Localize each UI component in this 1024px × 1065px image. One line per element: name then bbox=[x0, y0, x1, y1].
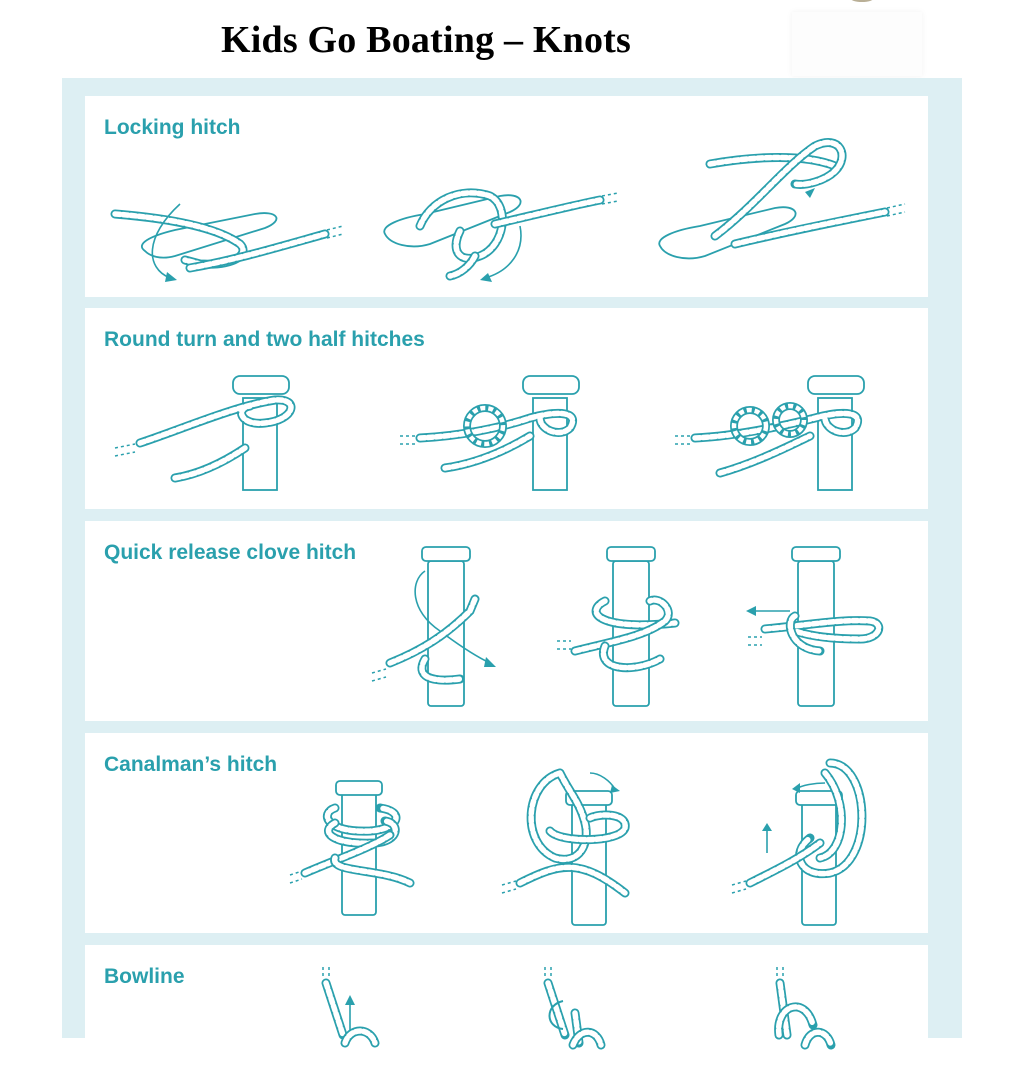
locking-hitch-step-2-illustration bbox=[380, 156, 620, 276]
knot-card-canalmans-hitch bbox=[85, 733, 928, 933]
knot-card-quick-release-clove-hitch bbox=[85, 521, 928, 721]
knot-title: Bowline bbox=[104, 965, 185, 988]
knot-card-locking-hitch bbox=[85, 96, 928, 297]
canalmans-hitch-step-1-illustration bbox=[290, 773, 430, 923]
round-turn-step-1-illustration bbox=[115, 368, 335, 488]
clove-hitch-step-2-illustration bbox=[555, 541, 695, 711]
canalmans-hitch-step-3-illustration bbox=[730, 743, 880, 928]
page-title: Kids Go Boating – Knots bbox=[220, 19, 632, 61]
faded-corner-mark bbox=[850, 0, 874, 2]
bowline-step-1-illustration bbox=[315, 965, 415, 1065]
clove-hitch-step-1-illustration bbox=[370, 541, 510, 711]
knot-card-round-turn bbox=[85, 308, 928, 509]
locking-hitch-step-1-illustration bbox=[105, 156, 345, 276]
bowline-step-2-illustration bbox=[535, 965, 635, 1065]
locking-hitch-step-3-illustration bbox=[655, 126, 915, 276]
knot-title: Canalman’s hitch bbox=[104, 753, 278, 776]
round-turn-step-3-illustration bbox=[675, 368, 895, 488]
knot-card-bowline bbox=[85, 945, 928, 1065]
knot-title: Locking hitch bbox=[104, 116, 241, 139]
knot-title: Round turn and two half hitches bbox=[104, 328, 425, 351]
canalmans-hitch-step-2-illustration bbox=[500, 743, 650, 928]
knots-panel bbox=[62, 78, 962, 1038]
knot-title: Quick release clove hitch bbox=[104, 541, 357, 564]
round-turn-step-2-illustration bbox=[400, 368, 620, 488]
clove-hitch-step-3-illustration bbox=[740, 541, 890, 711]
bowline-step-3-illustration bbox=[765, 965, 865, 1065]
